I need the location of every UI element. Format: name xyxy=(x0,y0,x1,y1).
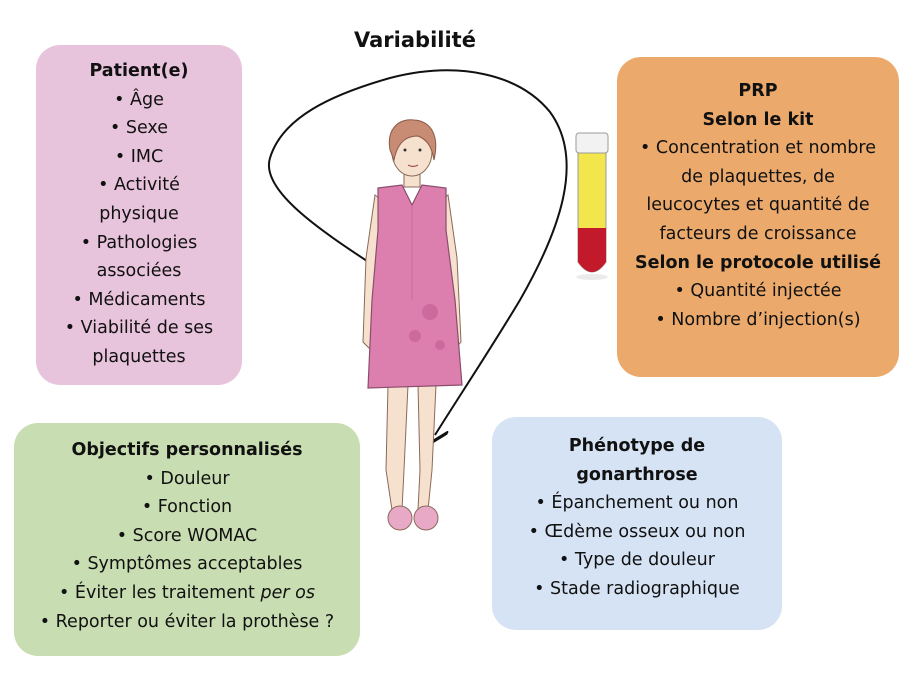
prp-kit-subheading: Selon le kit xyxy=(702,109,814,130)
phenotype-item: • Œdème osseux ou non xyxy=(528,521,746,542)
patient-item: associées xyxy=(96,261,182,282)
blood-tube-icon xyxy=(576,133,608,280)
patient-item: • IMC xyxy=(114,146,164,167)
objectifs-item: • Symptômes acceptables xyxy=(71,554,303,575)
phenotype-box xyxy=(492,417,782,630)
phenotype-heading-line2: gonarthrose xyxy=(576,464,698,485)
objectifs-item: • Fonction xyxy=(141,497,233,518)
prp-protocol-subheading: Selon le protocole utilisé xyxy=(634,252,882,273)
objectifs-box xyxy=(14,423,360,656)
woman-figure-icon xyxy=(363,120,462,530)
diagram-title: Variabilité xyxy=(354,28,476,52)
objectifs-item-text: • Éviter les traitement xyxy=(59,582,261,603)
phenotype-heading: Phénotype de xyxy=(568,436,706,456)
objectifs-item-italic: per os xyxy=(260,582,315,603)
patient-item: • Âge xyxy=(114,89,164,110)
patient-item: • Viabilité de ses xyxy=(64,318,214,339)
patient-item: plaquettes xyxy=(92,346,186,367)
phenotype-item: • Épanchement ou non xyxy=(535,493,739,514)
objectifs-item: • Douleur xyxy=(144,468,230,489)
phenotype-item: • Type de douleur xyxy=(559,550,715,571)
prp-protocol-item: • Nombre d’injection(s) xyxy=(655,309,861,330)
prp-kit-item: de plaquettes, de xyxy=(681,166,835,187)
prp-heading: PRP xyxy=(738,81,778,101)
objectifs-item: • Reporter ou éviter la prothèse ? xyxy=(39,611,335,632)
objectifs-heading: Objectifs personnalisés xyxy=(71,440,303,460)
patient-heading: Patient(e) xyxy=(89,61,189,81)
patient-item: • Activité xyxy=(98,175,180,196)
prp-protocol-item: • Quantité injectée xyxy=(674,281,842,302)
prp-kit-item: facteurs de croissance xyxy=(659,223,857,244)
patient-item: physique xyxy=(99,203,179,224)
prp-kit-item: • Concentration et nombre xyxy=(640,138,876,159)
objectifs-item: • Score WOMAC xyxy=(116,525,258,546)
objectifs-item-per-os xyxy=(14,579,360,608)
patient-box xyxy=(36,45,242,385)
prp-kit-item: leucocytes et quantité de xyxy=(646,195,870,216)
phenotype-item: • Stade radiographique xyxy=(534,578,740,599)
patient-item: • Médicaments xyxy=(72,289,206,310)
patient-item: • Pathologies xyxy=(80,232,198,253)
patient-item: • Sexe xyxy=(109,118,169,139)
prp-box xyxy=(617,57,899,377)
